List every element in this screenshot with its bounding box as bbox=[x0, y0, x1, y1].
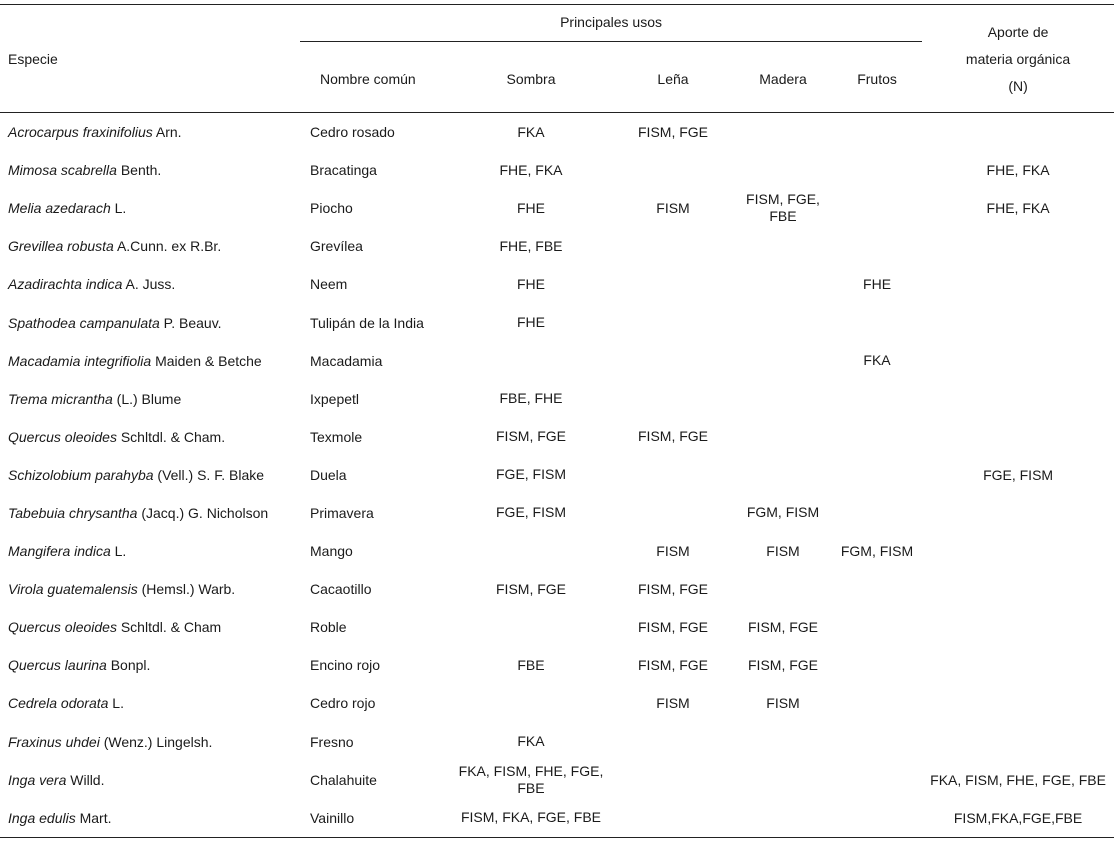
cell-aporte: FHE, FKA bbox=[986, 200, 1050, 217]
cell-madera bbox=[734, 799, 832, 838]
cell-lena bbox=[612, 380, 734, 418]
species-scientific-name: Inga vera bbox=[8, 771, 67, 788]
cell-sombra: FHE bbox=[517, 314, 545, 331]
cell-especie bbox=[0, 342, 300, 380]
cell-frutos bbox=[832, 151, 922, 189]
species-scientific-name: Inga edulis bbox=[8, 809, 76, 826]
cell-nombre-comun: Duela bbox=[310, 466, 347, 483]
cell-sombra bbox=[450, 532, 612, 570]
header-frutos: Frutos bbox=[857, 71, 897, 87]
species-scientific-name: Grevillea robusta bbox=[8, 238, 114, 255]
species-scientific-name: Macadamia integrifiolia bbox=[8, 352, 152, 369]
madera-value: FISM, FGE bbox=[748, 618, 818, 635]
species-authority: Bonpl. bbox=[106, 657, 151, 674]
cell-frutos bbox=[832, 761, 922, 799]
madera-value: FISM, FGE, FBE bbox=[746, 191, 820, 225]
cell-madera bbox=[734, 456, 832, 494]
cell-frutos bbox=[832, 456, 922, 494]
table-row bbox=[0, 227, 1114, 265]
cell-sombra: FKA bbox=[517, 733, 545, 750]
cell-aporte bbox=[922, 113, 1114, 152]
header-lena: Leña bbox=[657, 71, 689, 87]
cell-lena bbox=[612, 342, 734, 380]
cell-lena bbox=[612, 151, 734, 189]
cell-lena bbox=[612, 494, 734, 532]
cell-aporte bbox=[922, 342, 1114, 380]
cell-sombra bbox=[450, 684, 612, 722]
cell-madera bbox=[734, 494, 832, 532]
table-row bbox=[0, 608, 1114, 646]
cell-sombra: FISM, FGE bbox=[496, 428, 566, 445]
cell-lena: FISM, FGE bbox=[638, 618, 708, 635]
cell-nombre-comun: Bracatinga bbox=[310, 162, 377, 179]
cell-aporte bbox=[922, 494, 1114, 532]
cell-nombre-comun: Roble bbox=[310, 619, 347, 636]
table-body bbox=[0, 113, 1114, 838]
cell-sombra: FGE, FISM bbox=[496, 466, 566, 483]
species-scientific-name: Schizolobium parahyba bbox=[8, 466, 154, 483]
header-aporte-line2: materia orgánica bbox=[965, 51, 1071, 67]
cell-lena bbox=[612, 456, 734, 494]
cell-aporte bbox=[922, 723, 1114, 761]
cell-especie bbox=[0, 380, 300, 418]
cell-nombre-comun: Primavera bbox=[310, 504, 374, 521]
species-authority: Mart. bbox=[75, 809, 112, 826]
cell-especie bbox=[0, 227, 300, 265]
table-row bbox=[0, 189, 1114, 227]
cell-sombra: FBE bbox=[517, 656, 545, 673]
cell-nombre-comun: Tulipán de la India bbox=[310, 314, 424, 331]
cell-sombra: FISM, FGE bbox=[496, 580, 566, 597]
cell-sombra: FHE bbox=[517, 275, 545, 292]
table-row bbox=[0, 570, 1114, 608]
species-authority: (L.) Blume bbox=[112, 390, 182, 407]
species-authority: (Jacq.) G. Nicholson bbox=[137, 504, 269, 521]
species-scientific-name: Melia azedarach bbox=[8, 200, 111, 217]
cell-lena: FISM, FGE bbox=[638, 428, 708, 445]
cell-lena: FISM, FGE bbox=[638, 123, 708, 140]
header-nombre-comun: Nombre común bbox=[320, 71, 416, 87]
cell-lena: FISM bbox=[656, 199, 690, 216]
table-row bbox=[0, 151, 1114, 189]
table-row bbox=[0, 646, 1114, 684]
cell-especie bbox=[0, 799, 300, 838]
cell-nombre-comun: Chalahuite bbox=[310, 771, 377, 788]
table-row bbox=[0, 418, 1114, 456]
cell-aporte bbox=[922, 265, 1114, 303]
cell-nombre-comun: Texmole bbox=[310, 428, 363, 445]
cell-especie bbox=[0, 608, 300, 646]
cell-especie bbox=[0, 761, 300, 799]
cell-frutos bbox=[832, 227, 922, 265]
cell-aporte bbox=[922, 227, 1114, 265]
species-authority: Maiden & Betche bbox=[151, 352, 262, 369]
species-scientific-name: Virola guatemalensis bbox=[8, 581, 138, 598]
cell-sombra bbox=[450, 608, 612, 646]
cell-nombre-comun: Cedro rosado bbox=[310, 124, 395, 141]
species-authority: Willd. bbox=[66, 771, 105, 788]
table-row bbox=[0, 684, 1114, 722]
cell-sombra: FHE bbox=[517, 199, 545, 216]
table-header bbox=[0, 5, 1114, 113]
cell-sombra: FKA, FISM, FHE, FGE, FBE bbox=[458, 762, 604, 796]
cell-nombre-comun: Encino rojo bbox=[310, 657, 381, 674]
species-authority: L. bbox=[108, 695, 124, 712]
header-principales-usos: Principales usos bbox=[300, 5, 922, 42]
cell-madera bbox=[734, 113, 832, 152]
table-row bbox=[0, 761, 1114, 799]
cell-especie bbox=[0, 684, 300, 722]
cell-especie bbox=[0, 532, 300, 570]
cell-nombre-comun: Piocho bbox=[310, 200, 353, 217]
species-scientific-name: Spathodea campanulata bbox=[8, 314, 160, 331]
cell-madera bbox=[734, 227, 832, 265]
cell-nombre-comun: Ixpepetl bbox=[310, 390, 360, 407]
cell-madera bbox=[734, 303, 832, 341]
cell-aporte: FKA, FISM, FHE, FGE, FBE bbox=[930, 771, 1106, 788]
cell-sombra: FGE, FISM bbox=[496, 504, 566, 521]
cell-frutos bbox=[832, 646, 922, 684]
header-especie: Especie bbox=[8, 50, 58, 67]
header-aporte-line3: (N) bbox=[1008, 78, 1028, 94]
cell-frutos bbox=[832, 494, 922, 532]
cell-sombra: FISM, FKA, FGE, FBE bbox=[460, 809, 601, 826]
species-authority: Benth. bbox=[116, 162, 162, 179]
table-row bbox=[0, 799, 1114, 838]
species-scientific-name: Trema micrantha bbox=[8, 390, 113, 407]
header-aporte bbox=[922, 5, 1114, 113]
table-row bbox=[0, 456, 1114, 494]
cell-madera bbox=[734, 570, 832, 608]
cell-lena bbox=[612, 227, 734, 265]
table-row bbox=[0, 265, 1114, 303]
cell-frutos bbox=[832, 113, 922, 152]
cell-aporte bbox=[922, 646, 1114, 684]
cell-lena: FISM bbox=[656, 694, 690, 711]
cell-frutos bbox=[832, 418, 922, 456]
cell-especie bbox=[0, 113, 300, 152]
cell-nombre-comun: Neem bbox=[310, 276, 348, 293]
cell-nombre-comun: Cedro rojo bbox=[310, 695, 376, 712]
cell-madera bbox=[734, 418, 832, 456]
species-scientific-name: Quercus oleoides bbox=[8, 428, 117, 445]
cell-especie bbox=[0, 418, 300, 456]
species-authority: L. bbox=[110, 543, 127, 560]
cell-frutos: FGM, FISM bbox=[840, 542, 914, 559]
cell-especie bbox=[0, 646, 300, 684]
cell-madera bbox=[734, 684, 832, 722]
species-authority: P. Beauv. bbox=[159, 314, 222, 331]
table-row bbox=[0, 494, 1114, 532]
cell-especie bbox=[0, 303, 300, 341]
species-scientific-name: Acrocarpus fraxinifolius bbox=[8, 124, 153, 141]
cell-nombre-comun: Grevílea bbox=[310, 238, 363, 255]
cell-madera bbox=[734, 265, 832, 303]
species-authority: (Vell.) S. F. Blake bbox=[153, 466, 265, 483]
cell-aporte bbox=[922, 570, 1114, 608]
cell-frutos bbox=[832, 608, 922, 646]
species-authority: A. Juss. bbox=[122, 276, 176, 293]
cell-madera bbox=[734, 608, 832, 646]
header-aporte-line1: Aporte de bbox=[987, 24, 1049, 40]
cell-aporte bbox=[922, 380, 1114, 418]
cell-lena bbox=[612, 723, 734, 761]
cell-frutos bbox=[832, 723, 922, 761]
species-authority: (Wenz.) Lingelsh. bbox=[99, 733, 213, 750]
cell-madera bbox=[734, 646, 832, 684]
species-authority: Schltdl. & Cham. bbox=[116, 428, 226, 445]
cell-nombre-comun: Cacaotillo bbox=[310, 581, 372, 598]
cell-frutos bbox=[832, 799, 922, 838]
species-uses-table bbox=[0, 4, 1114, 838]
cell-especie bbox=[0, 456, 300, 494]
table-row bbox=[0, 342, 1114, 380]
cell-nombre-comun: Vainillo bbox=[310, 809, 355, 826]
cell-aporte bbox=[922, 418, 1114, 456]
cell-nombre-comun: Fresno bbox=[310, 733, 354, 750]
cell-frutos bbox=[832, 303, 922, 341]
table-row bbox=[0, 303, 1114, 341]
madera-value: FISM bbox=[766, 542, 800, 559]
header-madera: Madera bbox=[759, 71, 807, 87]
species-authority: (Hemsl.) Warb. bbox=[137, 581, 236, 598]
cell-madera bbox=[734, 723, 832, 761]
table-row bbox=[0, 532, 1114, 570]
cell-especie bbox=[0, 189, 300, 227]
cell-sombra: FKA bbox=[517, 123, 545, 140]
cell-especie bbox=[0, 265, 300, 303]
cell-frutos bbox=[832, 189, 922, 227]
species-authority: Arn. bbox=[152, 124, 182, 141]
cell-lena bbox=[612, 303, 734, 341]
cell-especie bbox=[0, 570, 300, 608]
cell-aporte: FHE, FKA bbox=[986, 162, 1050, 179]
cell-nombre-comun: Mango bbox=[310, 543, 353, 560]
species-scientific-name: Quercus oleoides bbox=[8, 619, 117, 636]
species-scientific-name: Azadirachta indica bbox=[8, 276, 123, 293]
species-scientific-name: Mimosa scabrella bbox=[8, 162, 117, 179]
species-scientific-name: Cedrela odorata bbox=[8, 695, 109, 712]
cell-aporte: FISM,FKA,FGE,FBE bbox=[953, 809, 1083, 826]
cell-lena bbox=[612, 799, 734, 838]
cell-frutos bbox=[832, 684, 922, 722]
cell-madera bbox=[734, 532, 832, 570]
species-authority: L. bbox=[110, 200, 127, 217]
madera-value: FISM, FGE bbox=[748, 656, 818, 673]
table-row bbox=[0, 723, 1114, 761]
species-scientific-name: Tabebuia chrysantha bbox=[8, 504, 138, 521]
cell-aporte bbox=[922, 303, 1114, 341]
species-authority: A.Cunn. ex R.Br. bbox=[113, 238, 222, 255]
cell-madera bbox=[734, 189, 832, 227]
cell-frutos: FKA bbox=[863, 352, 891, 369]
cell-lena bbox=[612, 761, 734, 799]
cell-madera bbox=[734, 342, 832, 380]
cell-especie bbox=[0, 494, 300, 532]
cell-sombra bbox=[450, 342, 612, 380]
cell-lena: FISM bbox=[656, 542, 690, 559]
species-scientific-name: Mangifera indica bbox=[8, 543, 111, 560]
madera-value: FISM bbox=[766, 694, 800, 711]
cell-sombra: FHE, FKA bbox=[499, 161, 563, 178]
species-scientific-name: Quercus laurina bbox=[8, 657, 107, 674]
cell-frutos: FHE bbox=[863, 275, 892, 292]
cell-lena: FISM, FGE bbox=[638, 656, 708, 673]
cell-frutos bbox=[832, 570, 922, 608]
cell-sombra: FBE, FHE bbox=[499, 390, 563, 407]
cell-sombra: FHE, FBE bbox=[499, 237, 563, 254]
cell-madera bbox=[734, 761, 832, 799]
species-scientific-name: Fraxinus uhdei bbox=[8, 733, 100, 750]
cell-madera bbox=[734, 380, 832, 418]
cell-lena: FISM, FGE bbox=[638, 580, 708, 597]
cell-especie bbox=[0, 723, 300, 761]
cell-especie bbox=[0, 151, 300, 189]
cell-madera bbox=[734, 151, 832, 189]
species-authority: Schltdl. & Cham bbox=[116, 619, 222, 636]
header-sombra: Sombra bbox=[506, 71, 556, 87]
cell-aporte bbox=[922, 684, 1114, 722]
table-row bbox=[0, 113, 1114, 152]
cell-aporte bbox=[922, 532, 1114, 570]
cell-lena bbox=[612, 265, 734, 303]
cell-aporte: FGE, FISM bbox=[983, 466, 1054, 483]
cell-nombre-comun: Macadamia bbox=[310, 352, 383, 369]
cell-aporte bbox=[922, 608, 1114, 646]
cell-frutos bbox=[832, 380, 922, 418]
table-row bbox=[0, 380, 1114, 418]
madera-value: FGM, FISM bbox=[746, 504, 820, 521]
